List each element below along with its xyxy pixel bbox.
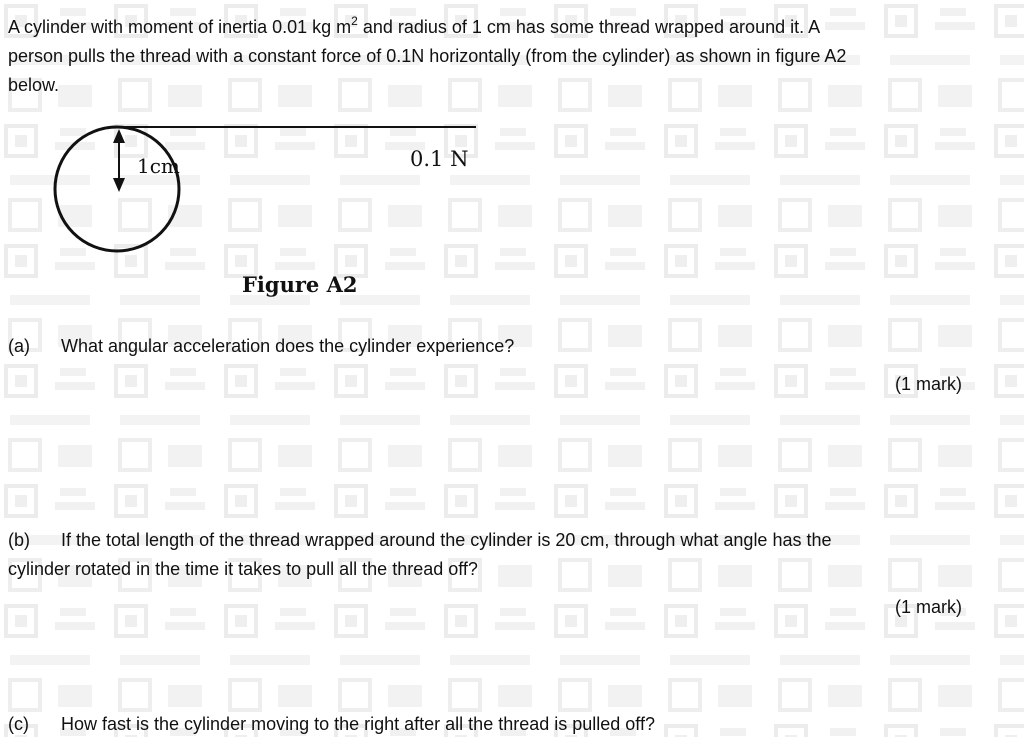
intro-line-1 — [8, 8, 968, 42]
question-b-text-2: cylinder rotated in the time it takes to pull all the thread off? — [8, 559, 478, 579]
superscript-2: 2 — [351, 14, 358, 28]
question-a-letter: (a) — [8, 336, 30, 356]
question-a-text: What angular acceleration does the cylinder experience? — [61, 336, 515, 356]
radius-arrow-head-up — [113, 129, 125, 143]
question-b-text-1: If the total length of the thread wrapped around the cylinder is 20 cm, through what angle has the — [61, 530, 832, 550]
question-a — [8, 332, 1008, 361]
question-c — [8, 710, 1008, 739]
intro-text-1a: A cylinder with moment of inertia 0.01 kg m — [8, 17, 352, 37]
question-a-marks: (1 mark) — [895, 374, 962, 394]
intro-text-1b: and radius of 1 cm has some thread wrapped around it. A — [357, 17, 821, 37]
problem-intro — [8, 8, 968, 100]
question-c-letter: (c) — [8, 714, 29, 734]
question-b-letter: (b) — [8, 530, 30, 550]
question-b — [8, 526, 1008, 584]
radius-label: 1cm — [137, 154, 180, 178]
figure-caption: Figure A2 — [242, 272, 358, 297]
intro-line-3: below. — [8, 75, 60, 95]
radius-arrow-head-down — [113, 178, 125, 192]
question-b-marks: (1 mark) — [895, 597, 962, 617]
cylinder-circle — [55, 127, 179, 251]
intro-line-2: person pulls the thread with a constant force of 0.1N horizontally (from the cylinder) as shown in figure A2 — [8, 46, 847, 66]
question-c-text: How fast is the cylinder moving to the right after all the thread is pulled off? — [61, 714, 655, 734]
force-label: 0.1 N — [410, 147, 469, 171]
